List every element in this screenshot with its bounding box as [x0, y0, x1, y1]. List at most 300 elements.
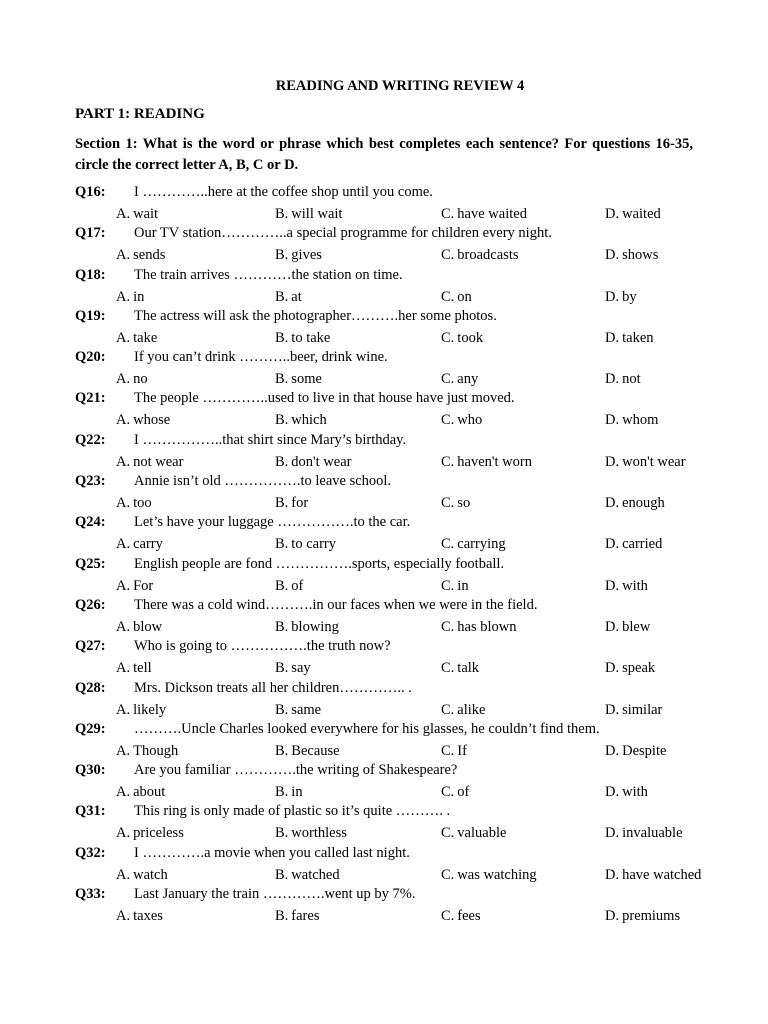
answer-options: [0, 287, 768, 307]
option-letter: D.: [605, 825, 620, 842]
option-b[interactable]: [275, 287, 302, 307]
question-item: [0, 347, 768, 388]
option-letter: B.: [275, 288, 289, 305]
question-number: Q27:: [75, 638, 106, 655]
option-letter: A.: [116, 660, 131, 677]
question-text: Mrs. Dickson treats all her children………….. .: [134, 679, 412, 696]
option-text: carry: [133, 536, 163, 553]
option-a[interactable]: [116, 287, 144, 307]
option-a[interactable]: [116, 534, 163, 554]
option-b[interactable]: [275, 823, 347, 843]
option-text: speak: [622, 660, 656, 677]
option-letter: D.: [605, 577, 620, 594]
option-a[interactable]: [116, 204, 158, 224]
option-letter: D.: [605, 247, 620, 264]
option-letter: A.: [116, 825, 131, 842]
question-text: There was a cold wind……….in our faces when we were in the field.: [134, 596, 538, 613]
option-text: tell: [133, 660, 152, 677]
option-d[interactable]: [605, 410, 658, 430]
question-item: [0, 595, 768, 636]
option-c[interactable]: [441, 369, 478, 389]
question-number: Q19:: [75, 307, 106, 324]
option-text: talk: [457, 660, 480, 677]
question-line: [0, 719, 768, 739]
answer-options: [0, 700, 768, 720]
option-a[interactable]: [116, 576, 153, 596]
option-text: enough: [622, 495, 665, 512]
question-item: [0, 512, 768, 553]
option-text: so: [457, 495, 471, 512]
option-text: too: [133, 495, 152, 512]
option-letter: D.: [605, 742, 620, 759]
option-text: sends: [133, 247, 166, 264]
question-text: English people are fond …………….sports, especially football.: [134, 555, 505, 572]
option-b[interactable]: [275, 493, 308, 513]
option-b[interactable]: [275, 658, 311, 678]
option-text: whose: [133, 412, 171, 429]
option-c[interactable]: [441, 658, 479, 678]
option-text: took: [457, 329, 484, 346]
question-text: The people …………..used to live in that house have just moved.: [134, 390, 515, 407]
option-d[interactable]: [605, 658, 655, 678]
question-item: [0, 182, 768, 223]
option-letter: D.: [605, 453, 620, 470]
answer-options: [0, 245, 768, 265]
question-number: Q24:: [75, 514, 106, 531]
option-text: in: [133, 288, 145, 305]
option-b[interactable]: [275, 906, 319, 926]
option-d[interactable]: [605, 741, 666, 761]
option-letter: A.: [116, 371, 131, 388]
question-item: [0, 471, 768, 512]
question-number: Q31:: [75, 803, 106, 820]
option-a[interactable]: [116, 410, 170, 430]
option-text: priceless: [133, 825, 184, 842]
option-text: of: [291, 577, 304, 594]
option-c[interactable]: [441, 617, 517, 637]
option-text: to carry: [291, 536, 336, 553]
option-d[interactable]: [605, 865, 701, 885]
option-c[interactable]: [441, 328, 483, 348]
option-text: blew: [622, 618, 651, 635]
option-d[interactable]: [605, 617, 650, 637]
option-text: likely: [133, 701, 167, 718]
question-text: Let’s have your luggage …………….to the car.: [134, 514, 411, 531]
option-letter: D.: [605, 412, 620, 429]
option-text: invaluable: [622, 825, 683, 842]
option-letter: C.: [441, 536, 455, 553]
question-item: [0, 719, 768, 760]
option-letter: B.: [275, 412, 289, 429]
question-line: [0, 182, 768, 202]
option-b[interactable]: [275, 782, 303, 802]
option-letter: C.: [441, 866, 455, 883]
option-letter: C.: [441, 577, 455, 594]
option-letter: D.: [605, 701, 620, 718]
question-line: [0, 760, 768, 780]
option-letter: B.: [275, 866, 289, 883]
option-text: same: [291, 701, 322, 718]
option-a[interactable]: [116, 328, 157, 348]
option-text: haven't worn: [457, 453, 532, 470]
option-letter: A.: [116, 412, 131, 429]
option-letter: B.: [275, 247, 289, 264]
answer-options: [0, 328, 768, 348]
option-text: will wait: [291, 206, 343, 222]
option-text: Despite: [622, 742, 667, 759]
option-d[interactable]: [605, 493, 665, 513]
option-text: gives: [291, 247, 322, 264]
question-item: [0, 636, 768, 677]
option-c[interactable]: [441, 410, 482, 430]
option-letter: A.: [116, 536, 131, 553]
answer-options: [0, 576, 768, 596]
option-letter: C.: [441, 660, 455, 677]
option-text: to take: [291, 329, 331, 346]
option-b[interactable]: [275, 534, 336, 554]
question-number: Q29:: [75, 720, 106, 737]
option-text: with: [622, 577, 648, 594]
question-line: [0, 801, 768, 821]
option-letter: D.: [605, 660, 620, 677]
option-letter: B.: [275, 908, 289, 925]
option-d[interactable]: [605, 576, 648, 596]
option-text: in: [457, 577, 469, 594]
option-text: waited: [622, 206, 661, 222]
option-text: by: [622, 288, 637, 305]
question-item: [0, 388, 768, 429]
question-item: [0, 678, 768, 719]
question-item: [0, 306, 768, 347]
question-text: Are you familiar ………….the writing of Shakespeare?: [134, 762, 458, 779]
question-line: [0, 884, 768, 904]
answer-options: [0, 658, 768, 678]
option-text: has blown: [457, 618, 517, 635]
question-line: [0, 512, 768, 532]
option-text: with: [622, 784, 648, 801]
option-letter: B.: [275, 784, 289, 801]
question-text: I ………….a movie when you called last night.: [134, 844, 410, 861]
option-b[interactable]: [275, 204, 342, 224]
question-line: [0, 678, 768, 698]
answer-options: [0, 617, 768, 637]
question-line: [0, 223, 768, 243]
question-item: [0, 265, 768, 306]
option-text: blow: [133, 618, 163, 635]
option-d[interactable]: [605, 245, 658, 265]
answer-options: [0, 410, 768, 430]
question-item: [0, 843, 768, 884]
question-number: Q26:: [75, 596, 106, 613]
option-letter: A.: [116, 701, 131, 718]
question-line: [0, 636, 768, 656]
option-text: valuable: [457, 825, 507, 842]
option-letter: A.: [116, 866, 131, 883]
option-text: whom: [622, 412, 659, 429]
answer-options: [0, 369, 768, 389]
option-text: won't wear: [622, 453, 686, 470]
option-text: carried: [622, 536, 663, 553]
option-letter: A.: [116, 495, 131, 512]
document-title: READING AND WRITING REVIEW 4: [275, 78, 525, 94]
part-heading: PART 1: READING: [75, 106, 205, 122]
answer-options: [0, 865, 768, 885]
option-text: for: [291, 495, 309, 512]
answer-options: [0, 823, 768, 843]
option-d[interactable]: [605, 287, 637, 307]
question-item: [0, 884, 768, 925]
question-item: [0, 223, 768, 264]
option-letter: C.: [441, 618, 455, 635]
option-text: of: [457, 784, 470, 801]
question-number: Q20:: [75, 349, 106, 366]
answer-options: [0, 906, 768, 926]
option-text: worthless: [291, 825, 347, 842]
question-text: The actress will ask the photographer……….her some photos.: [134, 307, 497, 324]
option-d[interactable]: [605, 782, 648, 802]
question-line: [0, 471, 768, 491]
option-letter: C.: [441, 784, 455, 801]
question-text: If you can’t drink ………..beer, drink wine.: [134, 349, 388, 366]
option-text: which: [291, 412, 327, 429]
option-text: Because: [291, 742, 340, 759]
option-text: take: [133, 329, 158, 346]
question-text: Annie isn’t old …………….to leave school.: [134, 473, 392, 490]
option-letter: B.: [275, 453, 289, 470]
option-letter: B.: [275, 618, 289, 635]
question-text: Who is going to …………….the truth now?: [134, 638, 391, 655]
question-line: [0, 554, 768, 574]
question-number: Q33:: [75, 886, 106, 903]
option-c[interactable]: [441, 534, 506, 554]
question-line: [0, 388, 768, 408]
option-text: premiums: [622, 908, 681, 925]
question-item: [0, 801, 768, 842]
option-d[interactable]: [605, 700, 662, 720]
option-letter: C.: [441, 701, 455, 718]
option-text: broadcasts: [457, 247, 519, 264]
option-a[interactable]: [116, 658, 152, 678]
option-letter: A.: [116, 784, 131, 801]
option-a[interactable]: [116, 617, 162, 637]
question-number: Q25:: [75, 555, 106, 572]
option-b[interactable]: [275, 741, 340, 761]
option-letter: C.: [441, 288, 455, 305]
option-letter: A.: [116, 618, 131, 635]
option-text: similar: [622, 701, 663, 718]
option-letter: D.: [605, 495, 620, 512]
option-b[interactable]: [275, 576, 303, 596]
option-c[interactable]: [441, 245, 519, 265]
option-d[interactable]: [605, 906, 680, 926]
question-text: ……….Uncle Charles looked everywhere for his glasses, he couldn’t find them.: [134, 720, 600, 737]
option-text: about: [133, 784, 166, 801]
option-d[interactable]: [605, 328, 654, 348]
question-number: Q17:: [75, 225, 106, 242]
option-letter: B.: [275, 577, 289, 594]
option-a[interactable]: [116, 452, 183, 472]
question-text: I …………..here at the coffee shop until you come.: [134, 184, 433, 200]
option-c[interactable]: [441, 741, 467, 761]
option-d[interactable]: [605, 534, 662, 554]
option-text: in: [291, 784, 303, 801]
option-letter: A.: [116, 288, 131, 305]
option-b[interactable]: [275, 328, 330, 348]
option-letter: A.: [116, 908, 131, 925]
question-text: I ……………..that shirt since Mary’s birthday.: [134, 431, 407, 448]
question-line: [0, 265, 768, 285]
option-letter: D.: [605, 908, 620, 925]
question-text: This ring is only made of plastic so it’s quite ………. .: [134, 803, 451, 820]
option-c[interactable]: [441, 700, 485, 720]
option-letter: C.: [441, 247, 455, 264]
option-letter: A.: [116, 577, 131, 594]
option-letter: A.: [116, 247, 131, 264]
option-a[interactable]: [116, 782, 165, 802]
option-a[interactable]: [116, 823, 184, 843]
option-text: any: [457, 371, 479, 388]
option-a[interactable]: [116, 700, 166, 720]
option-text: If: [457, 742, 467, 759]
option-text: not: [622, 371, 641, 388]
option-text: on: [457, 288, 472, 305]
option-text: Though: [133, 742, 179, 759]
option-b[interactable]: [275, 410, 327, 430]
question-text: The train arrives …………the station on time.: [134, 266, 403, 283]
option-letter: A.: [116, 206, 131, 222]
option-letter: C.: [441, 825, 455, 842]
option-c[interactable]: [441, 452, 532, 472]
option-text: have watched: [622, 866, 702, 883]
option-letter: B.: [275, 536, 289, 553]
question-line: [0, 347, 768, 367]
option-text: fares: [291, 908, 320, 925]
option-c[interactable]: [441, 204, 527, 224]
option-d[interactable]: [605, 369, 641, 389]
option-text: shows: [622, 247, 659, 264]
option-letter: B.: [275, 825, 289, 842]
option-text: carrying: [457, 536, 506, 553]
option-text: not wear: [133, 453, 184, 470]
option-c[interactable]: [441, 493, 470, 513]
answer-options: [0, 204, 768, 224]
question-line: [0, 430, 768, 450]
option-letter: B.: [275, 660, 289, 677]
option-c[interactable]: [441, 782, 469, 802]
option-letter: C.: [441, 742, 455, 759]
question-number: Q21:: [75, 390, 106, 407]
option-b[interactable]: [275, 865, 340, 885]
option-letter: B.: [275, 371, 289, 388]
option-text: some: [291, 371, 322, 388]
question-number: Q16:: [75, 184, 106, 200]
option-b[interactable]: [275, 369, 322, 389]
question-line: [0, 843, 768, 863]
question-item: [0, 430, 768, 471]
option-a[interactable]: [116, 865, 168, 885]
question-number: Q30:: [75, 762, 106, 779]
option-letter: A.: [116, 453, 131, 470]
option-b[interactable]: [275, 245, 322, 265]
option-c[interactable]: [441, 906, 481, 926]
option-letter: D.: [605, 866, 620, 883]
option-text: alike: [457, 701, 486, 718]
option-a[interactable]: [116, 369, 148, 389]
option-text: wait: [133, 206, 159, 222]
question-number: Q23:: [75, 473, 106, 490]
option-a[interactable]: [116, 245, 165, 265]
option-letter: D.: [605, 536, 620, 553]
option-letter: D.: [605, 329, 620, 346]
answer-options: [0, 741, 768, 761]
option-b[interactable]: [275, 452, 352, 472]
option-d[interactable]: [605, 204, 661, 224]
question-list: [0, 182, 768, 925]
option-letter: A.: [116, 329, 131, 346]
option-letter: C.: [441, 412, 455, 429]
option-letter: C.: [441, 371, 455, 388]
option-letter: D.: [605, 206, 620, 222]
question-text: Our TV station…………..a special programme for children every night.: [134, 225, 552, 242]
option-text: say: [291, 660, 311, 677]
question-number: Q32:: [75, 844, 106, 861]
option-text: have waited: [457, 206, 527, 222]
question-line: [0, 306, 768, 326]
section-instructions: Section 1: What is the word or phrase which best completes each sentence? For questions 16-35, circle the correct letter A, B, C or D.: [75, 136, 693, 173]
option-letter: C.: [441, 908, 455, 925]
option-letter: C.: [441, 453, 455, 470]
answer-options: [0, 452, 768, 472]
option-a[interactable]: [116, 741, 178, 761]
option-c[interactable]: [441, 823, 506, 843]
option-a[interactable]: [116, 906, 163, 926]
option-letter: B.: [275, 206, 289, 222]
question-number: Q22:: [75, 431, 106, 448]
answer-options: [0, 782, 768, 802]
option-letter: C.: [441, 206, 455, 222]
option-c[interactable]: [441, 576, 469, 596]
option-letter: D.: [605, 618, 620, 635]
option-d[interactable]: [605, 452, 686, 472]
option-text: blowing: [291, 618, 339, 635]
option-b[interactable]: [275, 700, 321, 720]
option-text: For: [133, 577, 154, 594]
option-text: fees: [457, 908, 481, 925]
option-text: watched: [291, 866, 340, 883]
option-text: don't wear: [291, 453, 352, 470]
option-letter: B.: [275, 329, 289, 346]
option-letter: C.: [441, 329, 455, 346]
option-letter: A.: [116, 742, 131, 759]
option-c[interactable]: [441, 865, 537, 885]
option-text: taxes: [133, 908, 163, 925]
option-text: watch: [133, 866, 168, 883]
option-a[interactable]: [116, 493, 152, 513]
option-letter: C.: [441, 495, 455, 512]
option-c[interactable]: [441, 287, 472, 307]
option-b[interactable]: [275, 617, 339, 637]
option-letter: D.: [605, 371, 620, 388]
option-letter: D.: [605, 784, 620, 801]
option-text: was watching: [457, 866, 537, 883]
option-letter: B.: [275, 495, 289, 512]
option-text: no: [133, 371, 148, 388]
question-item: [0, 760, 768, 801]
option-text: who: [457, 412, 483, 429]
option-d[interactable]: [605, 823, 683, 843]
question-text: Last January the train ………….went up by 7%.: [134, 886, 416, 903]
question-number: Q18:: [75, 266, 106, 283]
